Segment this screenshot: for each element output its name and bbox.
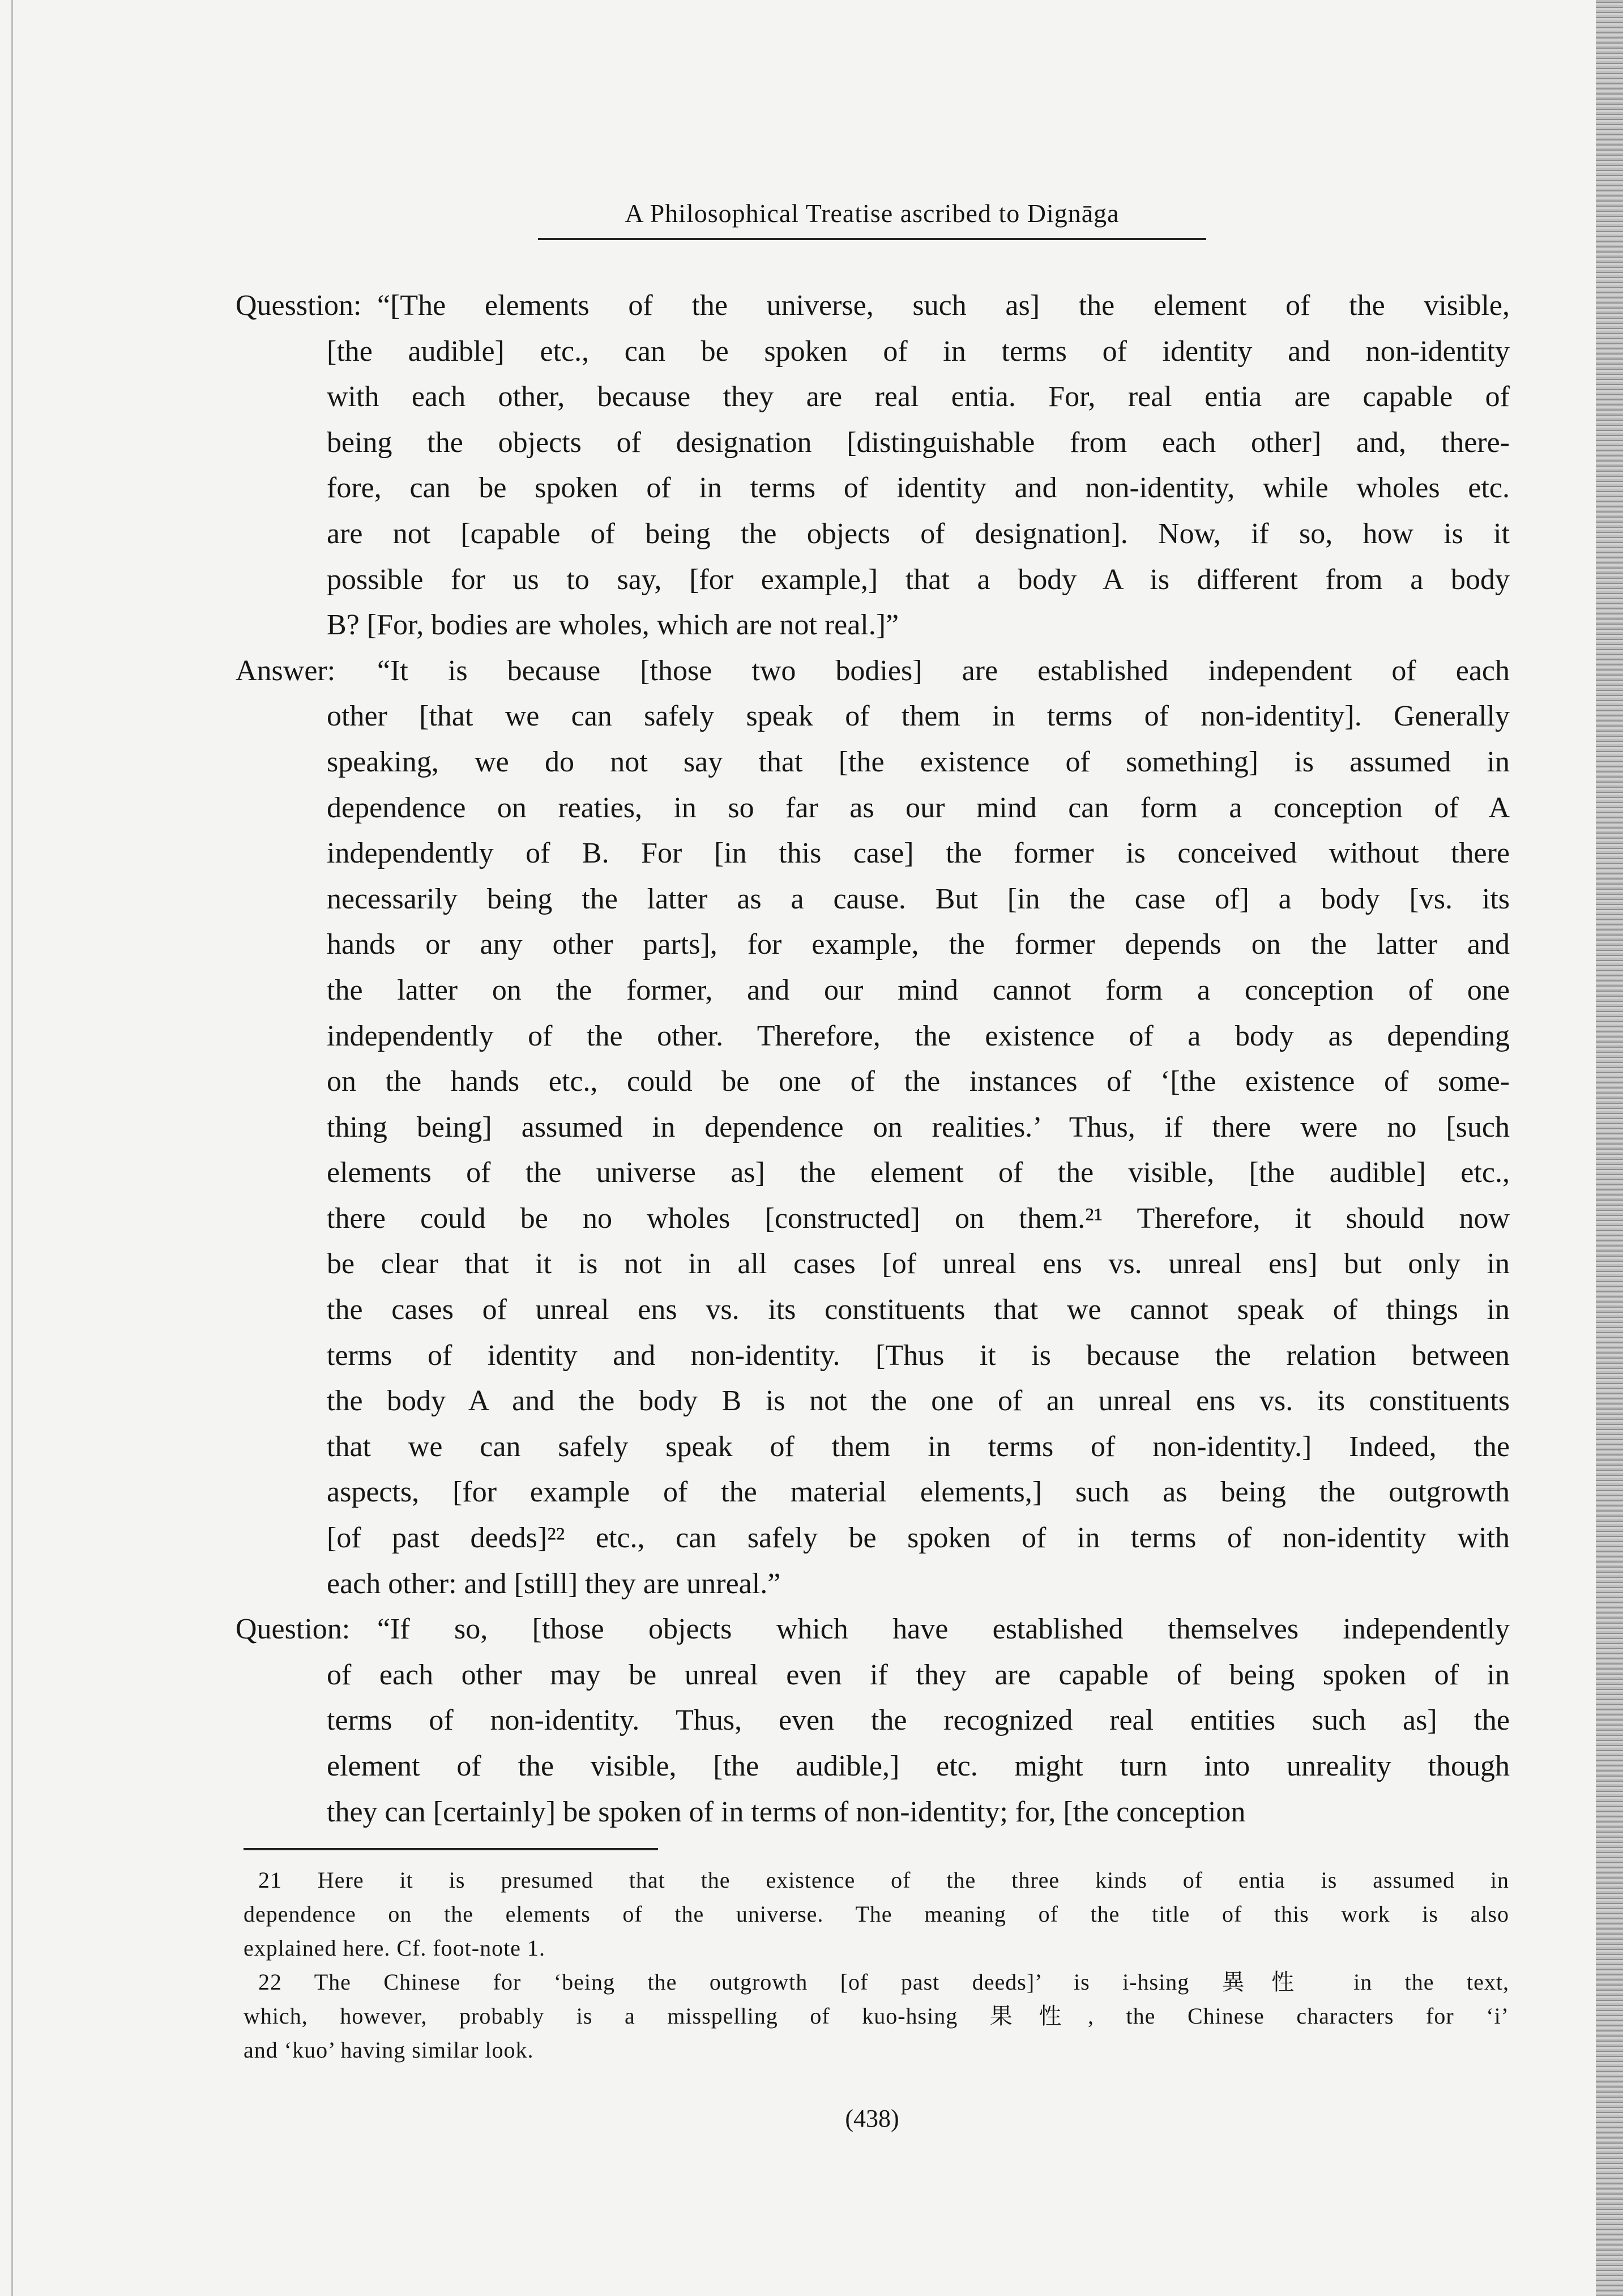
text-line: terms of non-identity. Thus, even the recognized real entities such as] the (327, 1704, 1510, 1737)
text-line: dependence on reaties, in so far as our mind can form a conception of A (327, 791, 1510, 824)
text-line: thing being] assumed in dependence on realities.’ Thus, if there were no [such (327, 1111, 1510, 1143)
scan-left-edge (11, 0, 13, 2296)
text-line: are not [capable of being the objects of designation]. Now, if so, how is it (327, 517, 1510, 550)
dialogue-paragraph (236, 1607, 1510, 1835)
text-line: element of the visible, [the audible,] etc. might turn into unreality though (327, 1750, 1510, 1782)
text-line: terms of identity and non-identity. [Thus it is because the relation between (327, 1339, 1510, 1372)
header-rule (538, 238, 1206, 240)
main-text (236, 283, 1510, 1835)
footnote-line: which, however, probably is a misspelling of kuo-hsing 果性, the Chinese characters for ‘i’ (244, 2003, 1509, 2029)
footnote-line: and ‘kuo’ having similar look. (244, 2037, 534, 2063)
page-number: (438) (845, 2105, 899, 2132)
footnote-line: 21 Here it is presumed that the existence of the three kinds of entia is assumed in (258, 1867, 1509, 1893)
footnote-rule (244, 1848, 658, 1850)
text-line: the cases of unreal ens vs. its constituents that we cannot speak of things in (327, 1294, 1510, 1326)
speaker-label: Answer: (236, 654, 336, 687)
text-line: on the hands etc., could be one of the instances of ‘[the existence of some- (327, 1065, 1510, 1098)
text-line: the body A and the body B is not the one of an unreal ens vs. its constituents (327, 1385, 1510, 1418)
text-line: of each other may be unreal even if they are capable of being spoken of in (327, 1658, 1510, 1691)
text-line: each other: and [still] they are unreal.” (327, 1567, 781, 1600)
text-line: independently of B. For [in this case] the former is conceived without there (327, 837, 1510, 870)
text-line: the latter on the former, and our mind cannot form a conception of one (327, 974, 1510, 1006)
text-line: “It is because [those two bodies] are established independent of each (377, 654, 1510, 687)
text-line: speaking, we do not say that [the existence of something] is assumed in (327, 745, 1510, 778)
text-line: independently of the other. Therefore, the existence of a body as depending (327, 1019, 1510, 1052)
footnote-line: 22 The Chinese for ‘being the outgrowth [of past deeds]’ is i-hsing 異性 in the text, (258, 1969, 1509, 1995)
text-line: that we can safely speak of them in terms of non-identity.] Indeed, the (327, 1430, 1510, 1463)
text-line: necessarily being the latter as a cause. But [in the case of] a body [vs. its (327, 882, 1510, 915)
text-line: B? [For, bodies are wholes, which are not real.]” (327, 609, 899, 642)
text-line: be clear that it is not in all cases [of unreal ens vs. unreal ens] but only in (327, 1248, 1510, 1281)
scan-right-edge (1596, 0, 1623, 2296)
speaker-label: Quesstion: (236, 289, 362, 322)
text-line: being the objects of designation [distinguishable from each other] and, there- (327, 426, 1510, 459)
text-line: elements of the universe as] the element of the visible, [the audible] etc., (327, 1156, 1510, 1189)
speaker-label: Question: (236, 1613, 351, 1646)
text-line: with each other, because they are real entia. For, real entia are capable of (327, 381, 1510, 413)
text-line: they can [certainly] be spoken of in terms of non-identity; for, [the conception (327, 1795, 1246, 1828)
footnote-line: dependence on the elements of the universe. The meaning of the title of this work is also (244, 1901, 1509, 1927)
text-line: [of past deeds]²² etc., can safely be spoken of in terms of non-identity with (327, 1522, 1510, 1555)
text-line: aspects, [for example of the material elements,] such as being the outgrowth (327, 1476, 1510, 1509)
text-line: [the audible] etc., can be spoken of in terms of identity and non-identity (327, 335, 1510, 368)
text-line: possible for us to say, [for example,] that a body A is different from a body (327, 563, 1510, 596)
running-header: A Philosophical Treatise ascribed to Dignāga (625, 199, 1120, 228)
text-line: “[The elements of the universe, such as] the element of the visible, (377, 289, 1510, 322)
text-line: other [that we can safely speak of them in terms of non-identity]. Generally (327, 700, 1510, 733)
text-line: hands or any other parts], for example, the former depends on the latter and (327, 928, 1510, 961)
text-line: fore, can be spoken of in terms of identity and non-identity, while wholes etc. (327, 472, 1510, 505)
dialogue-paragraph (236, 283, 1510, 648)
text-line: “If so, [those objects which have established themselves independently (377, 1613, 1510, 1646)
text-line: there could be no wholes [constructed] on them.²¹ Therefore, it should now (327, 1202, 1510, 1235)
footnote-line: explained here. Cf. foot-note 1. (244, 1935, 545, 1961)
dialogue-paragraph (236, 648, 1510, 1607)
footnotes (244, 1863, 1509, 2067)
